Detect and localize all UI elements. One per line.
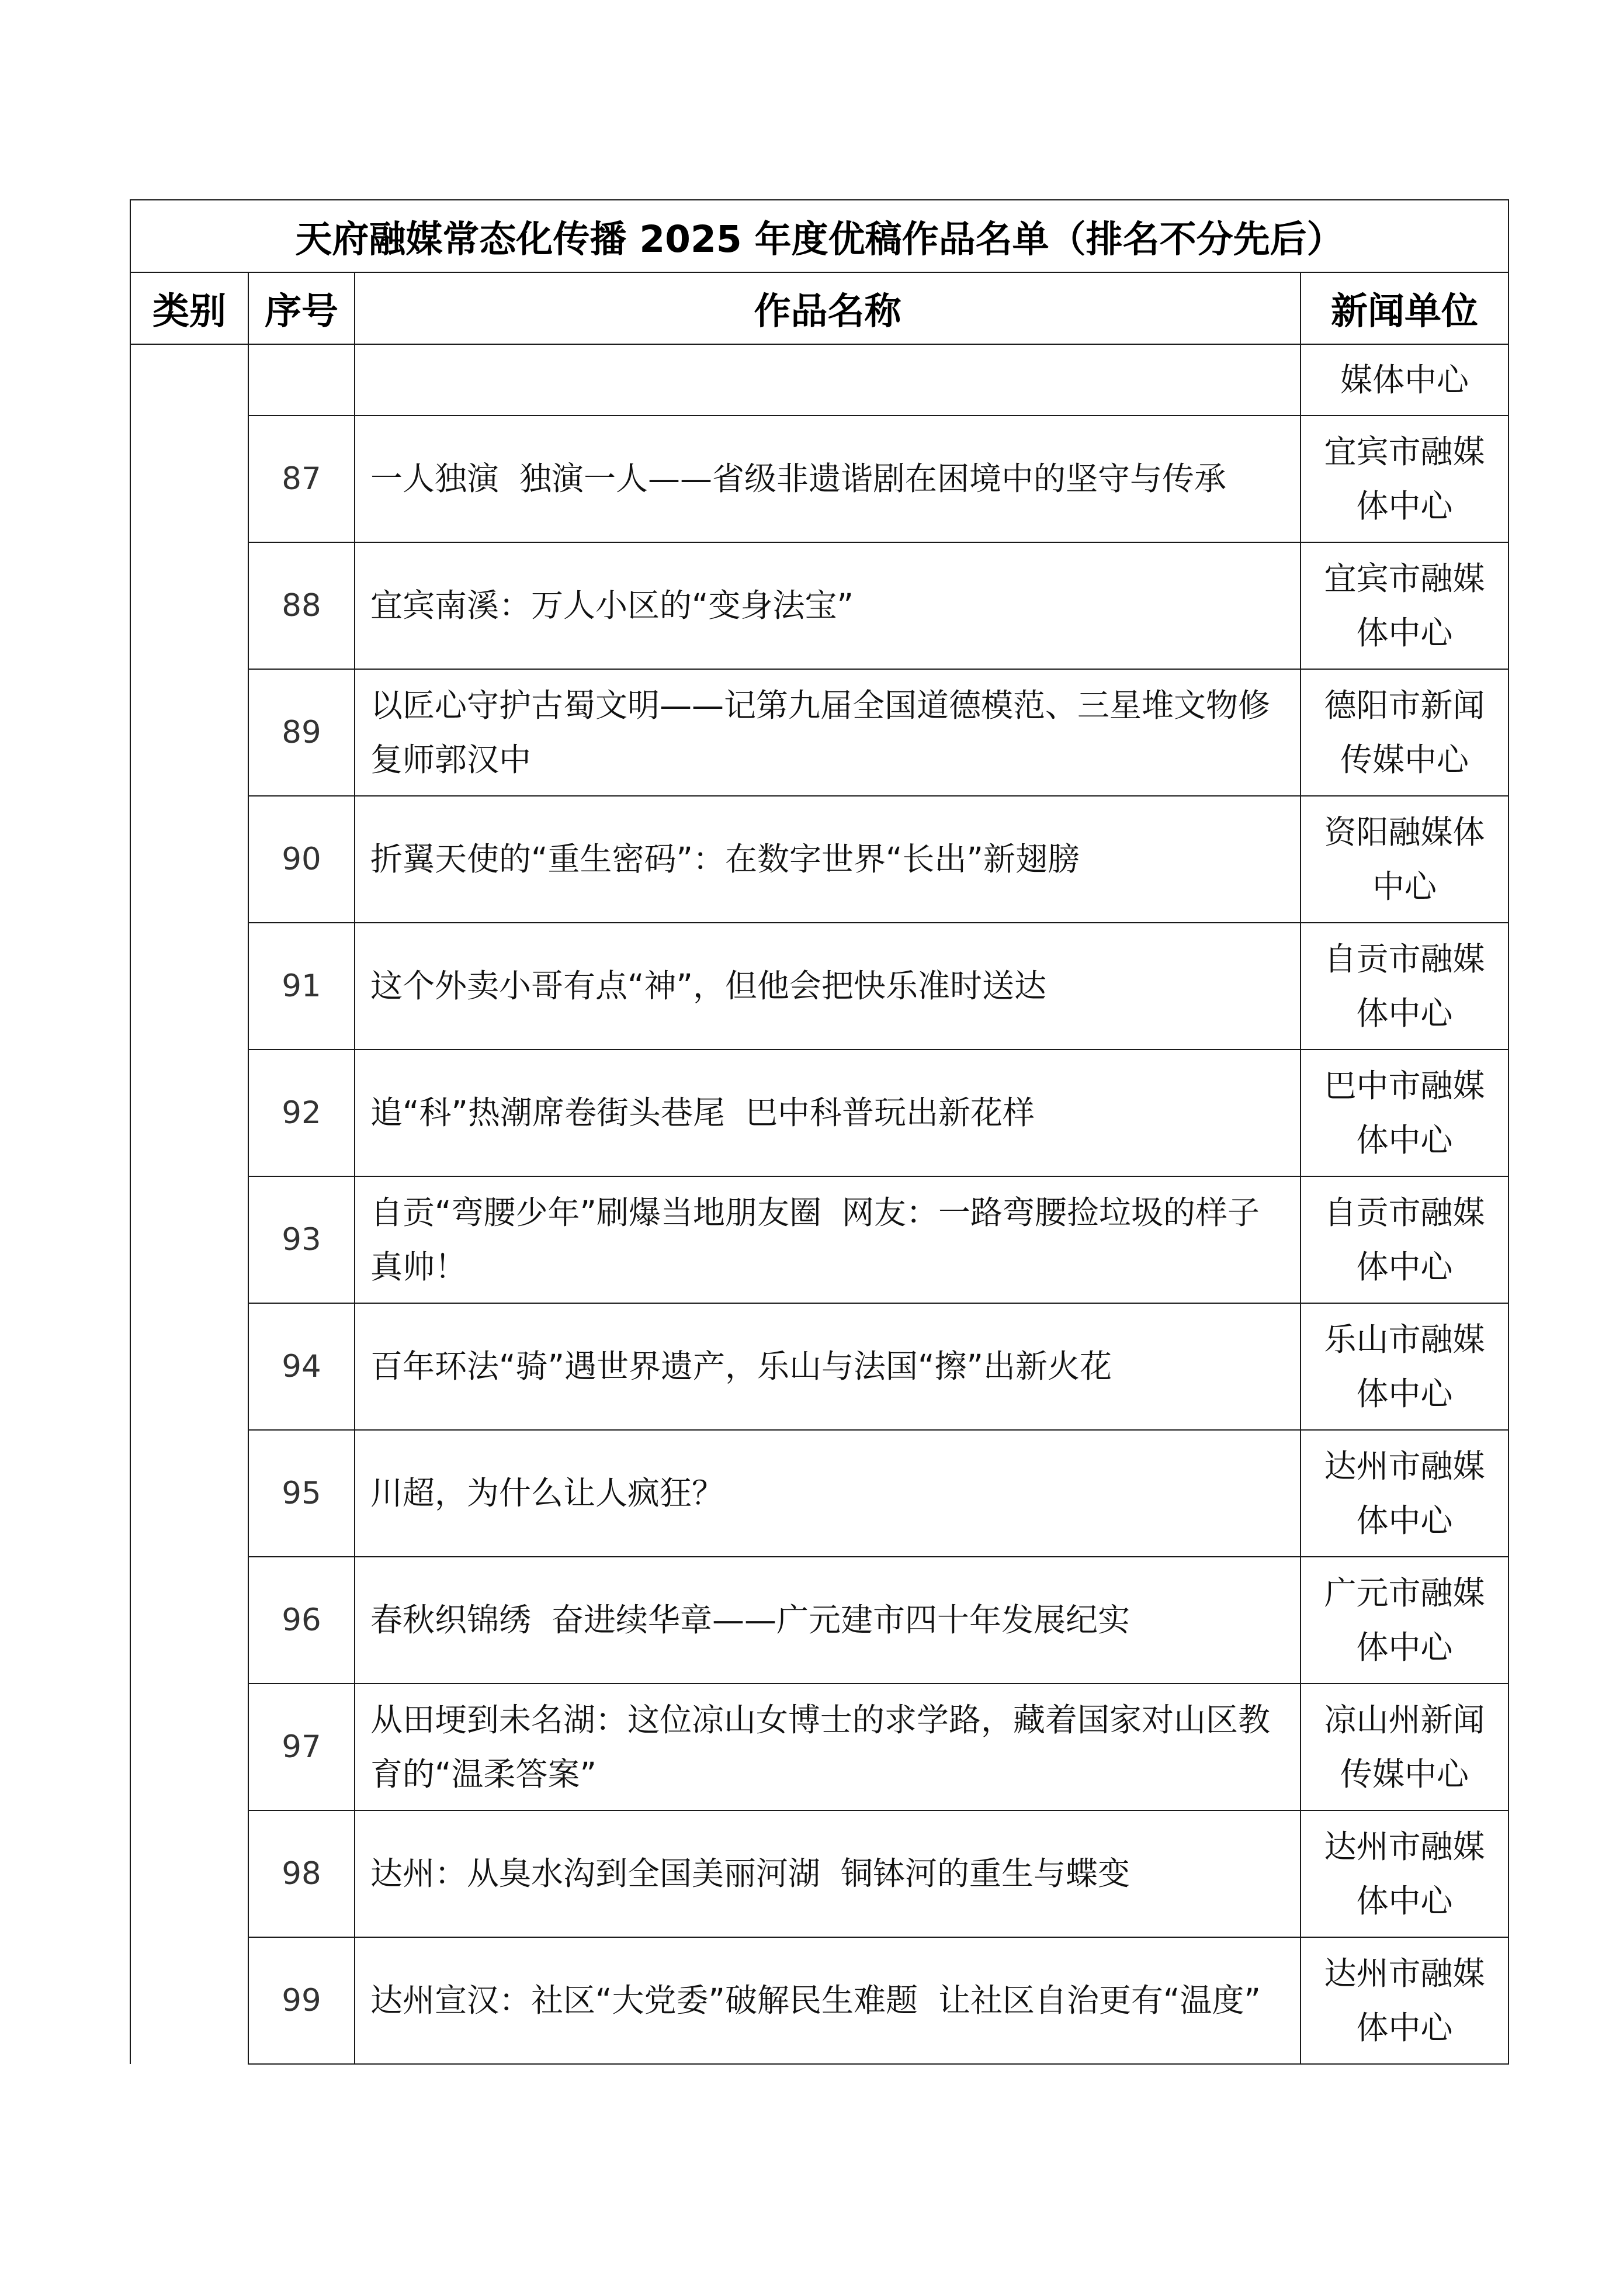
cell-news-unit	[1301, 669, 1508, 796]
table-row	[130, 415, 1508, 542]
table-title: 天府融媒常态化传播 2025 年度优稿作品名单（排名不分先后）	[130, 200, 1508, 272]
cell-work-name	[355, 1303, 1301, 1430]
cell-news-unit	[1301, 1050, 1508, 1176]
cell-index: 87	[248, 415, 355, 542]
news-unit-text: 自贡市融媒体中心	[1324, 1193, 1485, 1286]
cell-news-unit	[1301, 344, 1508, 415]
header-category: 类别	[130, 272, 248, 344]
header-index: 序号	[248, 272, 355, 344]
cell-news-unit	[1301, 1810, 1508, 1937]
header-news-unit: 新闻单位	[1301, 272, 1508, 344]
header-row	[130, 272, 1508, 344]
table-row	[130, 669, 1508, 796]
work-name-text: 以匠心守护古蜀文明——记第九届全国道德模范、三星堆文物修复师郭汉中	[370, 686, 1271, 778]
work-name-text: 川超，为什么让人疯狂？	[370, 1474, 724, 1512]
cell-work-name	[355, 415, 1301, 542]
cell-work-name	[355, 1050, 1301, 1176]
table-row	[130, 1810, 1508, 1937]
cell-news-unit	[1301, 1303, 1508, 1430]
work-name-text: 从田埂到未名湖：这位凉山女博士的求学路，藏着国家对山区教育的“温柔答案”	[370, 1701, 1271, 1793]
table-row	[130, 1050, 1508, 1176]
work-name-text: 宜宾南溪：万人小区的“变身法宝”	[370, 587, 854, 624]
news-unit-text: 宜宾市融媒体中心	[1324, 559, 1485, 652]
work-name-text: 一人独演 独演一人——省级非遗谐剧在困境中的坚守与传承	[370, 460, 1226, 497]
cell-news-unit	[1301, 1430, 1508, 1557]
work-name-text: 春秋织锦绣 奋进续华章——广元建市四十年发展纪实	[370, 1601, 1130, 1639]
work-name-text: 这个外卖小哥有点“神”，但他会把快乐准时送达	[370, 967, 1046, 1005]
cell-work-name	[355, 1430, 1301, 1557]
cell-index: 90	[248, 796, 355, 923]
table-row	[130, 796, 1508, 923]
cell-index: 91	[248, 923, 355, 1050]
work-name-text: 达州：从臭水沟到全国美丽河湖 铜钵河的重生与蝶变	[370, 1855, 1130, 1892]
cell-news-unit	[1301, 415, 1508, 542]
cell-index: 94	[248, 1303, 355, 1430]
work-name-text: 百年环法“骑”遇世界遗产，乐山与法国“擦”出新火花	[370, 1348, 1112, 1385]
cell-news-unit	[1301, 1937, 1508, 2064]
cell-work-name	[355, 1684, 1301, 1810]
table-row	[130, 1557, 1508, 1684]
news-unit-text: 自贡市融媒体中心	[1324, 940, 1485, 1032]
news-unit-text: 凉山州新闻传媒中心	[1324, 1701, 1485, 1793]
cell-index	[248, 344, 355, 415]
news-unit-text: 宜宾市融媒体中心	[1324, 432, 1485, 525]
header-work-name: 作品名称	[355, 272, 1301, 344]
cell-work-name	[355, 1557, 1301, 1684]
table-row	[130, 344, 1508, 415]
cell-news-unit	[1301, 1557, 1508, 1684]
cell-news-unit	[1301, 542, 1508, 669]
cell-index: 99	[248, 1937, 355, 2064]
news-unit-text: 达州市融媒体中心	[1324, 1827, 1485, 1920]
news-unit-text: 媒体中心	[1340, 361, 1469, 399]
cell-index: 95	[248, 1430, 355, 1557]
cell-index: 89	[248, 669, 355, 796]
award-list-table	[130, 199, 1509, 2065]
news-unit-text: 巴中市融媒体中心	[1324, 1066, 1485, 1159]
news-unit-text: 乐山市融媒体中心	[1324, 1320, 1485, 1412]
cell-work-name	[355, 1810, 1301, 1937]
work-name-text: 达州宣汉：社区“大党委”破解民生难题 让社区自治更有“温度”	[370, 1982, 1261, 2019]
cell-index: 96	[248, 1557, 355, 1684]
cell-news-unit	[1301, 796, 1508, 923]
cell-work-name	[355, 542, 1301, 669]
cell-index: 98	[248, 1810, 355, 1937]
work-name-text: 折翼天使的“重生密码”：在数字世界“长出”新翅膀	[370, 840, 1080, 878]
work-name-text: 自贡“弯腰少年”刷爆当地朋友圈 网友：一路弯腰捡垃圾的样子真帅！	[370, 1193, 1260, 1286]
cell-news-unit	[1301, 1684, 1508, 1810]
cell-index: 97	[248, 1684, 355, 1810]
table-row	[130, 542, 1508, 669]
table-row	[130, 1937, 1508, 2064]
table-row	[130, 1430, 1508, 1557]
cell-work-name	[355, 923, 1301, 1050]
news-unit-text: 资阳融媒体中心	[1324, 813, 1485, 905]
title-row	[130, 200, 1508, 272]
work-name-text: 追“科”热潮席卷街头巷尾 巴中科普玩出新花样	[370, 1094, 1035, 1131]
cell-index: 88	[248, 542, 355, 669]
table-row	[130, 1176, 1508, 1303]
cell-news-unit	[1301, 923, 1508, 1050]
table-row	[130, 1303, 1508, 1430]
cell-work-name	[355, 796, 1301, 923]
news-unit-text: 广元市融媒体中心	[1324, 1574, 1485, 1666]
cell-work-name	[355, 1176, 1301, 1303]
cell-index: 92	[248, 1050, 355, 1176]
cell-news-unit	[1301, 1176, 1508, 1303]
news-unit-text: 德阳市新闻传媒中心	[1324, 686, 1485, 778]
news-unit-text: 达州市融媒体中心	[1324, 1954, 1485, 2046]
cell-index: 93	[248, 1176, 355, 1303]
cell-category	[130, 344, 248, 2064]
table-row	[130, 923, 1508, 1050]
cell-work-name	[355, 669, 1301, 796]
news-unit-text: 达州市融媒体中心	[1324, 1447, 1485, 1539]
cell-work-name	[355, 344, 1301, 415]
table-row	[130, 1684, 1508, 1810]
cell-work-name	[355, 1937, 1301, 2064]
